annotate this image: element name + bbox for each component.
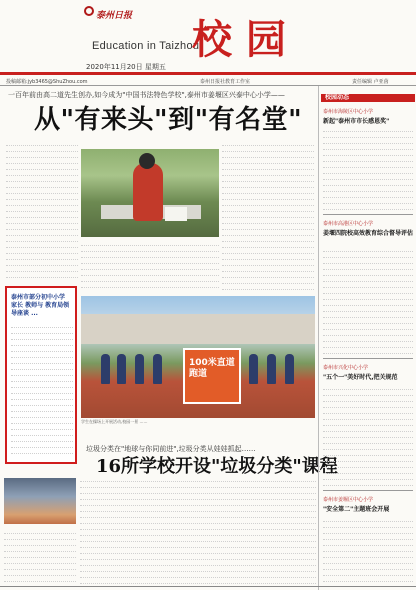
story2-headline: 16所学校开设"垃圾分类"课程 [96, 456, 338, 477]
student-figure [117, 354, 126, 384]
student-figure [249, 354, 258, 384]
school-building [81, 314, 315, 344]
track-sign-board [183, 348, 241, 404]
masthead-rule [0, 72, 416, 75]
news-item-headline: 姜堰四院校高效教育综合督导评估 [323, 230, 414, 237]
newspaper-logo-icon [84, 6, 94, 16]
divider [323, 490, 413, 491]
news-item-headline: 新起"泰州市市长感恩奖" [323, 118, 390, 125]
divider [323, 214, 413, 215]
news-item-school: 泰州市高港区中心小学 [323, 221, 374, 227]
story2-photo [4, 478, 76, 524]
info-bar [0, 76, 416, 85]
student-figure [101, 354, 110, 384]
right-news-column [318, 86, 416, 590]
sidebar-notice-box [5, 286, 77, 464]
lead-kicker: 一百年前由高二道先生创办,如今成为"中国书法特色学校",泰州市姜堰区兴泰中心小学—— [8, 91, 285, 99]
story2-kicker: 垃圾分类在"地球与你同前进",垃圾分类从娃娃抓起…… [86, 445, 256, 453]
student-figure [133, 163, 163, 221]
news-item-school: 泰州市兴化中心小学 [323, 365, 369, 371]
news-item-body [323, 246, 413, 354]
student-figure [153, 354, 162, 384]
playground-photo [81, 296, 315, 418]
news-item-school: 泰州市海陵区中心小学 [323, 109, 374, 115]
news-item-body [323, 516, 413, 586]
body-column-3 [81, 240, 219, 292]
edition-name: Education in Taizhou [92, 40, 200, 52]
news-item-headline: "五个一"美好时代,把关规范 [323, 374, 398, 381]
body-column-1 [6, 140, 78, 280]
issue-date: 2020年11月20日 星期五 [86, 63, 166, 71]
masthead [0, 0, 416, 74]
student-figure [135, 354, 144, 384]
contact-email: 投稿邮箱:jyb3465@ShuZhou.com [6, 79, 88, 85]
story2-photo-caption [4, 528, 76, 584]
column-band: 校园动态 [321, 94, 415, 102]
news-item-school: 泰州市姜堰区中心小学 [323, 497, 374, 503]
news-item-body [323, 384, 413, 486]
sidebar-notice-body [11, 322, 73, 458]
editor-credit: 责任编辑 卢亚茵 [352, 79, 389, 85]
body-column-2 [222, 140, 314, 290]
editorial-office: 泰州日报社教育工作室 [200, 79, 251, 85]
news-item-headline: "安全第二"主题班会开展 [323, 506, 390, 513]
sidebar-notice-title: 泰州市部分初中小学 家长 教师与 教育局领导座谈 ... [11, 294, 70, 317]
photo-caption: 学生在操场上开展活动,校园一景 …… [81, 419, 148, 424]
student-head [139, 153, 155, 169]
paper-sheet [165, 207, 187, 221]
track-sign-text: 100米直道 跑道 [189, 358, 235, 379]
divider [323, 358, 413, 359]
calligraphy-photo [81, 149, 219, 237]
student-figure [267, 354, 276, 384]
news-item-body [323, 126, 413, 210]
paper-name: 泰州日报 [96, 11, 133, 21]
footer-rule [0, 586, 416, 587]
student-figure [285, 354, 294, 384]
story2-body [80, 476, 316, 584]
section-title: 校园 [192, 16, 300, 63]
lead-headline: 从"有来头"到"有名堂" [34, 105, 303, 135]
